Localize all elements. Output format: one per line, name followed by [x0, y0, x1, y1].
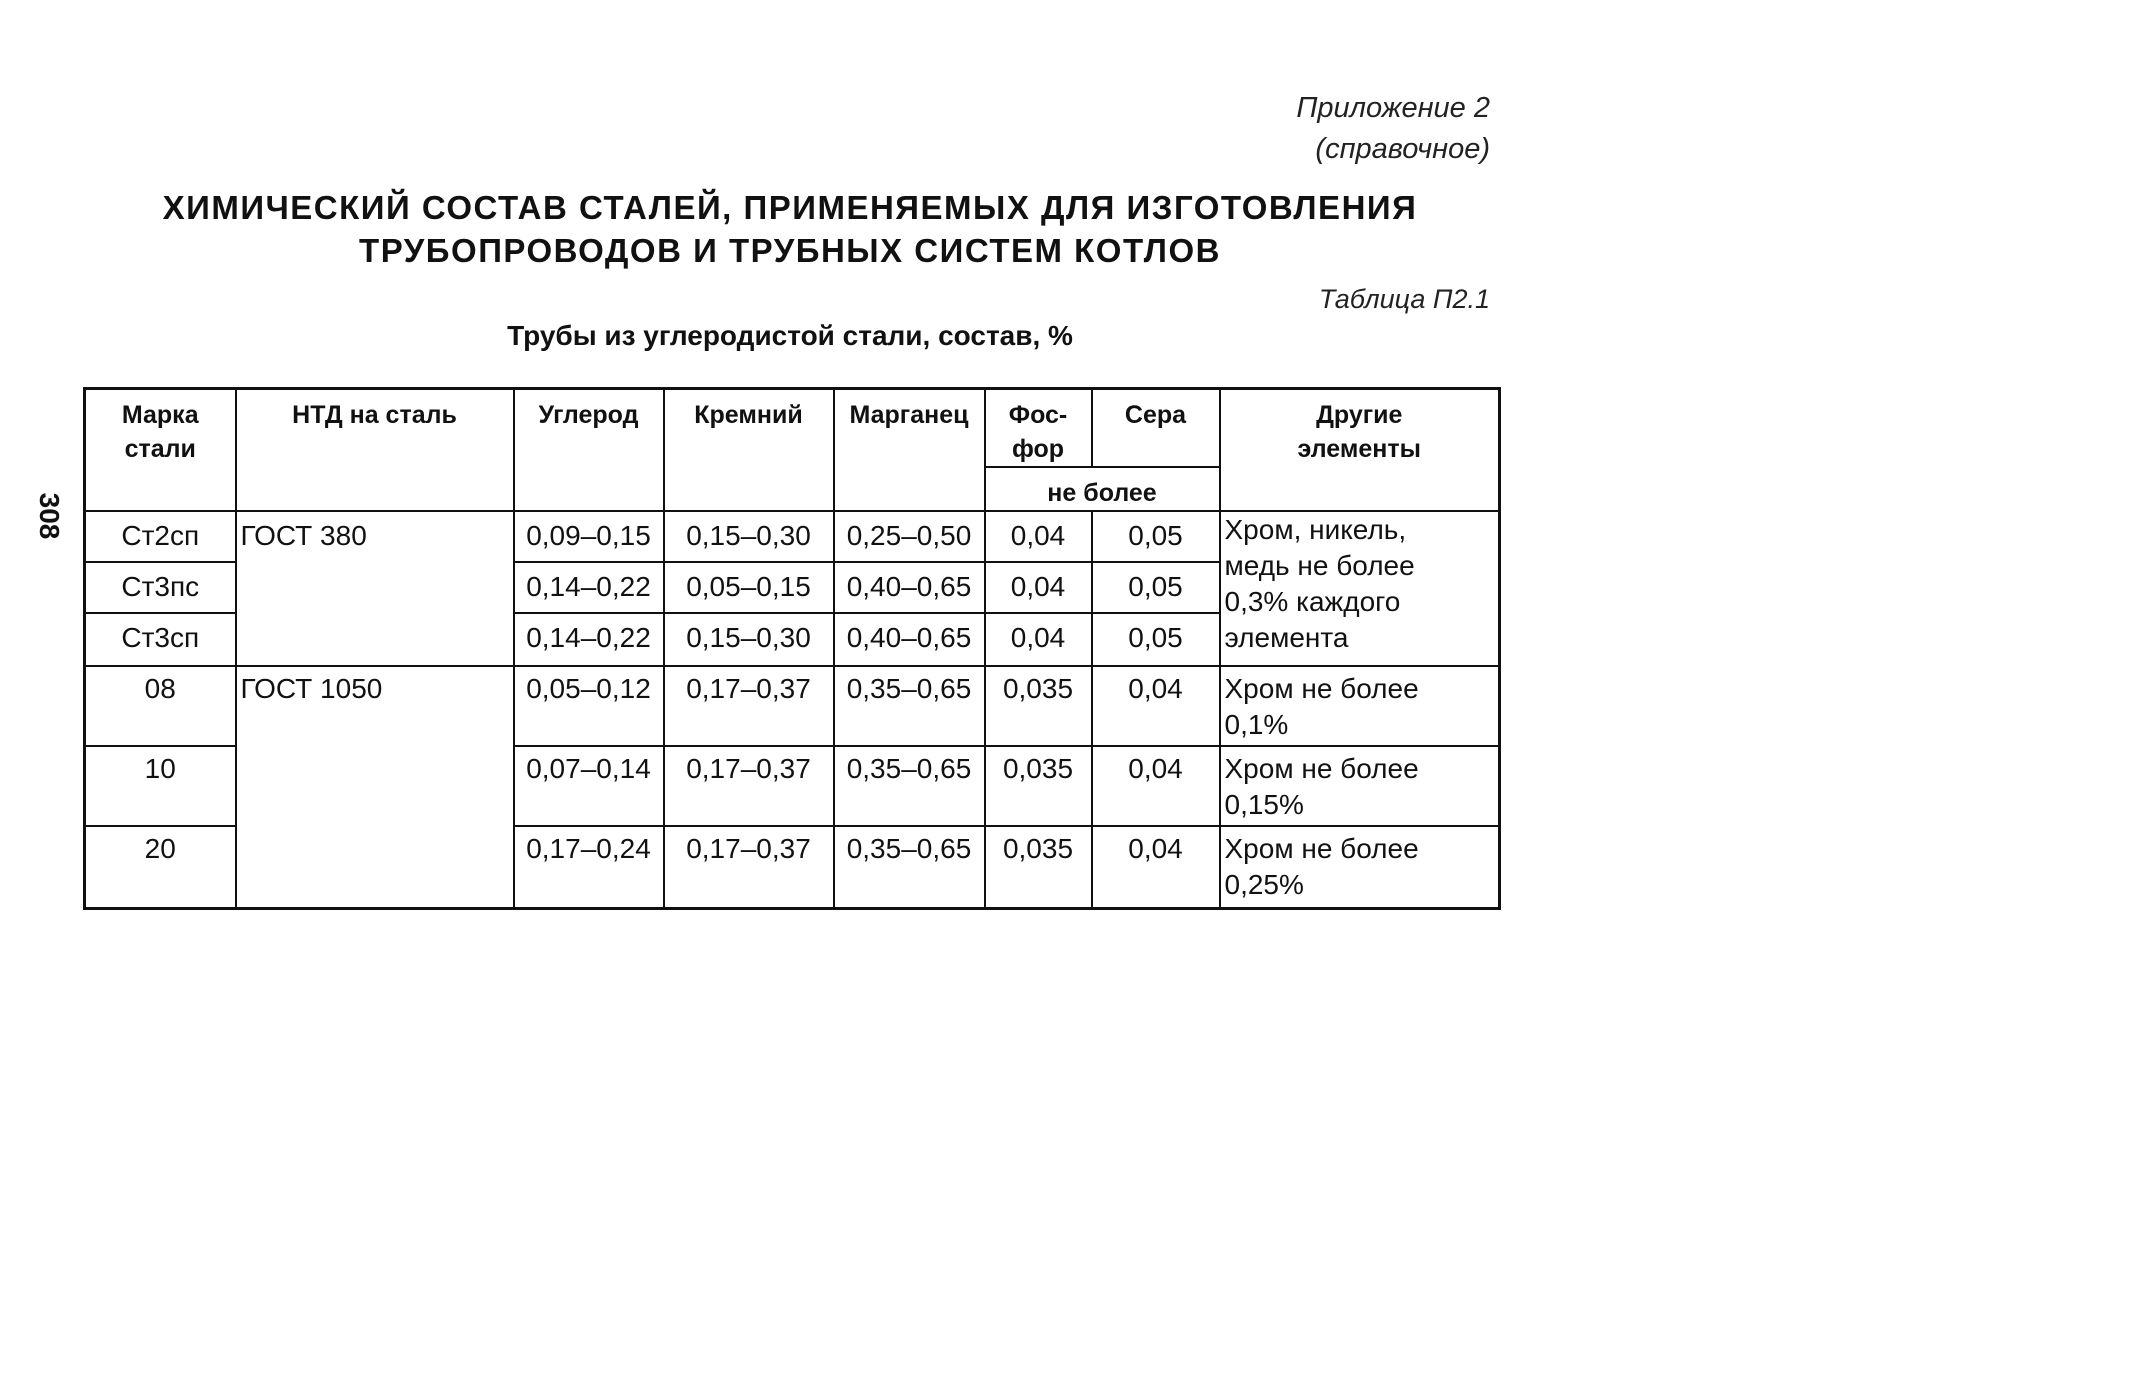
- others-line: Хром, никель,: [1224, 514, 1407, 545]
- cell-carbon: 0,07–0,14: [514, 746, 664, 826]
- others-line: 0,3% каждого: [1224, 586, 1401, 617]
- header-grade: [85, 389, 236, 512]
- header-phosphorus-line-2: фор: [1011, 435, 1065, 463]
- others-line: Хром не более: [1224, 833, 1419, 864]
- cell-carbon: 0,14–0,22: [514, 562, 664, 613]
- header-ntd: НТД на сталь: [236, 389, 514, 512]
- table-number: Таблица П2.1: [1318, 284, 1490, 314]
- cell-manganese: 0,40–0,65: [834, 613, 985, 666]
- header-manganese: Марганец: [834, 389, 985, 512]
- header-sulfur: Сера: [1092, 389, 1220, 468]
- cell-ntd: ГОСТ 1050: [236, 666, 514, 908]
- cell-phosphorus: 0,04: [985, 613, 1092, 666]
- cell-grade: 08: [85, 666, 236, 746]
- appendix-line-1: Приложение 2: [1296, 92, 1490, 124]
- page-number: 308: [34, 492, 65, 540]
- document-title: [60, 186, 1520, 272]
- cell-grade: 20: [85, 826, 236, 908]
- others-line: Хром не более: [1224, 673, 1419, 704]
- cell-manganese: 0,25–0,50: [834, 511, 985, 562]
- others-line: Хром не более: [1224, 753, 1419, 784]
- appendix-label: [1296, 88, 1490, 170]
- cell-grade: Ст3пс: [85, 562, 236, 613]
- cell-sulfur: 0,04: [1092, 826, 1220, 908]
- cell-silicon: 0,17–0,37: [664, 746, 834, 826]
- header-phosphorus-line-1: Фос-: [1008, 401, 1068, 429]
- cell-phosphorus: 0,035: [985, 666, 1092, 746]
- cell-others: [1220, 746, 1500, 826]
- others-line: 0,1%: [1224, 709, 1289, 740]
- cell-grade: Ст3сп: [85, 613, 236, 666]
- cell-phosphorus: 0,035: [985, 746, 1092, 826]
- header-max-note: не более: [985, 467, 1220, 511]
- table-row: [85, 511, 1500, 562]
- cell-sulfur: 0,04: [1092, 746, 1220, 826]
- cell-manganese: 0,35–0,65: [834, 746, 985, 826]
- cell-phosphorus: 0,04: [985, 562, 1092, 613]
- cell-carbon: 0,17–0,24: [514, 826, 664, 908]
- header-others-line-2: элементы: [1297, 435, 1421, 463]
- header-phosphorus: [985, 389, 1092, 468]
- cell-manganese: 0,35–0,65: [834, 826, 985, 908]
- table-row: [85, 666, 1500, 746]
- cell-others: [1220, 511, 1500, 666]
- cell-others: [1220, 826, 1500, 908]
- header-others: [1220, 389, 1500, 512]
- cell-carbon: 0,09–0,15: [514, 511, 664, 562]
- cell-carbon: 0,05–0,12: [514, 666, 664, 746]
- cell-manganese: 0,40–0,65: [834, 562, 985, 613]
- cell-silicon: 0,17–0,37: [664, 666, 834, 746]
- cell-grade: Ст2сп: [85, 511, 236, 562]
- others-line: элемента: [1224, 622, 1349, 653]
- cell-silicon: 0,05–0,15: [664, 562, 834, 613]
- cell-silicon: 0,15–0,30: [664, 511, 834, 562]
- others-line: 0,25%: [1224, 869, 1304, 900]
- header-grade-line-1: Марка: [121, 401, 199, 429]
- header-others-line-1: Другие: [1316, 401, 1403, 429]
- cell-others: [1220, 666, 1500, 746]
- title-line-2: ТРУБОПРОВОДОВ И ТРУБНЫХ СИСТЕМ КОТЛОВ: [359, 232, 1221, 269]
- cell-ntd: ГОСТ 380: [236, 511, 514, 666]
- cell-sulfur: 0,05: [1092, 511, 1220, 562]
- steel-composition-table: [83, 387, 1501, 910]
- cell-phosphorus: 0,04: [985, 511, 1092, 562]
- cell-phosphorus: 0,035: [985, 826, 1092, 908]
- cell-sulfur: 0,05: [1092, 562, 1220, 613]
- cell-silicon: 0,15–0,30: [664, 613, 834, 666]
- cell-silicon: 0,17–0,37: [664, 826, 834, 908]
- table-caption: Трубы из углеродистой стали, состав, %: [507, 320, 1073, 351]
- appendix-line-2: (справочное): [1315, 133, 1490, 165]
- cell-carbon: 0,14–0,22: [514, 613, 664, 666]
- others-line: медь не более: [1224, 550, 1415, 581]
- header-silicon: Кремний: [664, 389, 834, 512]
- header-grade-line-2: стали: [124, 435, 196, 463]
- cell-manganese: 0,35–0,65: [834, 666, 985, 746]
- others-line: 0,15%: [1224, 789, 1304, 820]
- cell-sulfur: 0,05: [1092, 613, 1220, 666]
- cell-grade: 10: [85, 746, 236, 826]
- title-line-1: ХИМИЧЕСКИЙ СОСТАВ СТАЛЕЙ, ПРИМЕНЯЕМЫХ ДЛЯ ИЗГОТОВЛЕНИЯ: [162, 189, 1418, 226]
- header-carbon: Углерод: [514, 389, 664, 512]
- cell-sulfur: 0,04: [1092, 666, 1220, 746]
- header-row: [85, 389, 1500, 468]
